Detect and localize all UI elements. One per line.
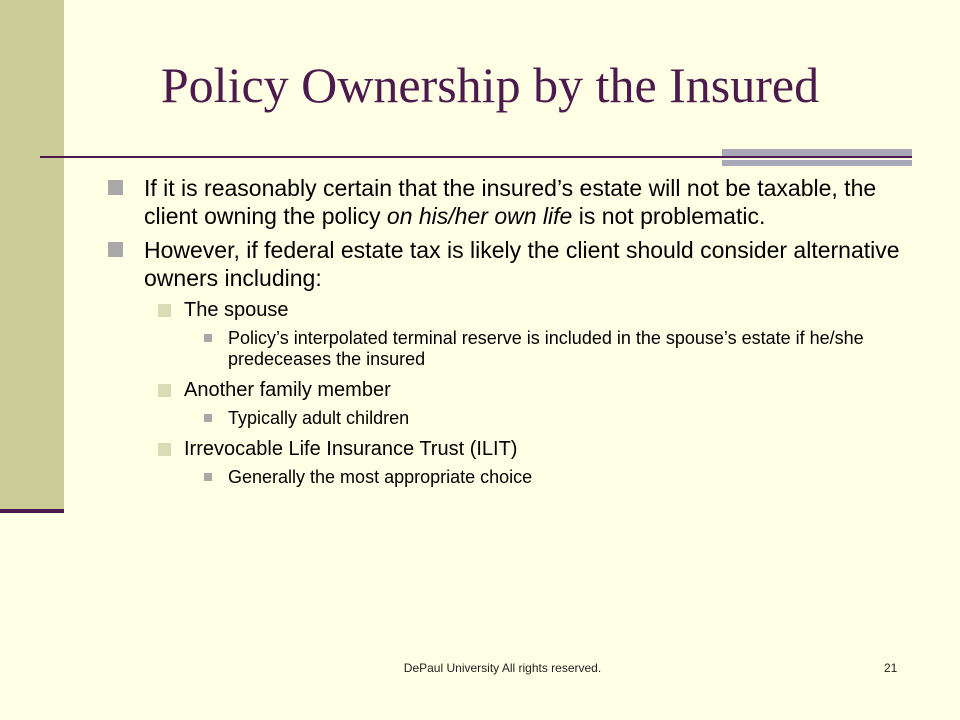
slide-title: Policy Ownership by the Insured bbox=[160, 57, 820, 113]
sub-sub-bullet-square-icon bbox=[204, 414, 212, 422]
bullet-text-end: is not problematic. bbox=[572, 203, 766, 229]
title-underline bbox=[40, 156, 912, 158]
sub-sub-bullet-appropriate-choice bbox=[108, 467, 908, 488]
sub-bullet-text: The spouse bbox=[184, 299, 289, 321]
sub-bullet-spouse bbox=[108, 298, 908, 322]
bullet-square-icon bbox=[108, 180, 123, 195]
bullet-estate-not-taxable bbox=[108, 174, 908, 230]
page-number: 21 bbox=[884, 661, 898, 675]
bullet-text: However, if federal estate tax is likely the client should consider alternative owners including: bbox=[144, 237, 900, 291]
sub-bullet-ilit bbox=[108, 437, 908, 461]
sub-sub-bullet-square-icon bbox=[204, 334, 212, 342]
bullet-square-icon bbox=[108, 242, 123, 257]
sub-bullet-square-icon bbox=[158, 384, 171, 397]
sub-bullet-text: Irrevocable Life Insurance Trust (ILIT) bbox=[184, 438, 518, 460]
sub-sub-bullet-text: Typically adult children bbox=[228, 408, 410, 428]
accent-bar-bottom bbox=[722, 160, 912, 166]
sub-sub-bullet-adult-children bbox=[108, 408, 908, 429]
accent-bar-top bbox=[722, 149, 912, 156]
sub-bullet-family-member bbox=[108, 378, 908, 402]
sub-bullet-text: Another family member bbox=[184, 379, 391, 401]
sub-sub-bullet-text: Generally the most appropriate choice bbox=[228, 467, 533, 487]
slide-content bbox=[108, 174, 908, 496]
sub-bullet-square-icon bbox=[158, 443, 171, 456]
sub-sub-bullet-reserve bbox=[108, 328, 908, 370]
sub-bullet-square-icon bbox=[158, 304, 171, 317]
sub-sub-bullet-text: Policy’s interpolated terminal reserve is included in the spouse’s estate if he/she predeceases the insured bbox=[228, 328, 864, 369]
footer-copyright: DePaul University All rights reserved. bbox=[403, 661, 602, 675]
left-band-rule bbox=[0, 509, 64, 513]
bullet-federal-estate-tax bbox=[108, 236, 908, 292]
bullet-emphasis: on his/her own life bbox=[386, 203, 573, 229]
bullet-text: If it is reasonably certain that the insured’s estate will not be taxable, the client owning the policy bbox=[144, 175, 877, 229]
sub-sub-bullet-square-icon bbox=[204, 473, 212, 481]
